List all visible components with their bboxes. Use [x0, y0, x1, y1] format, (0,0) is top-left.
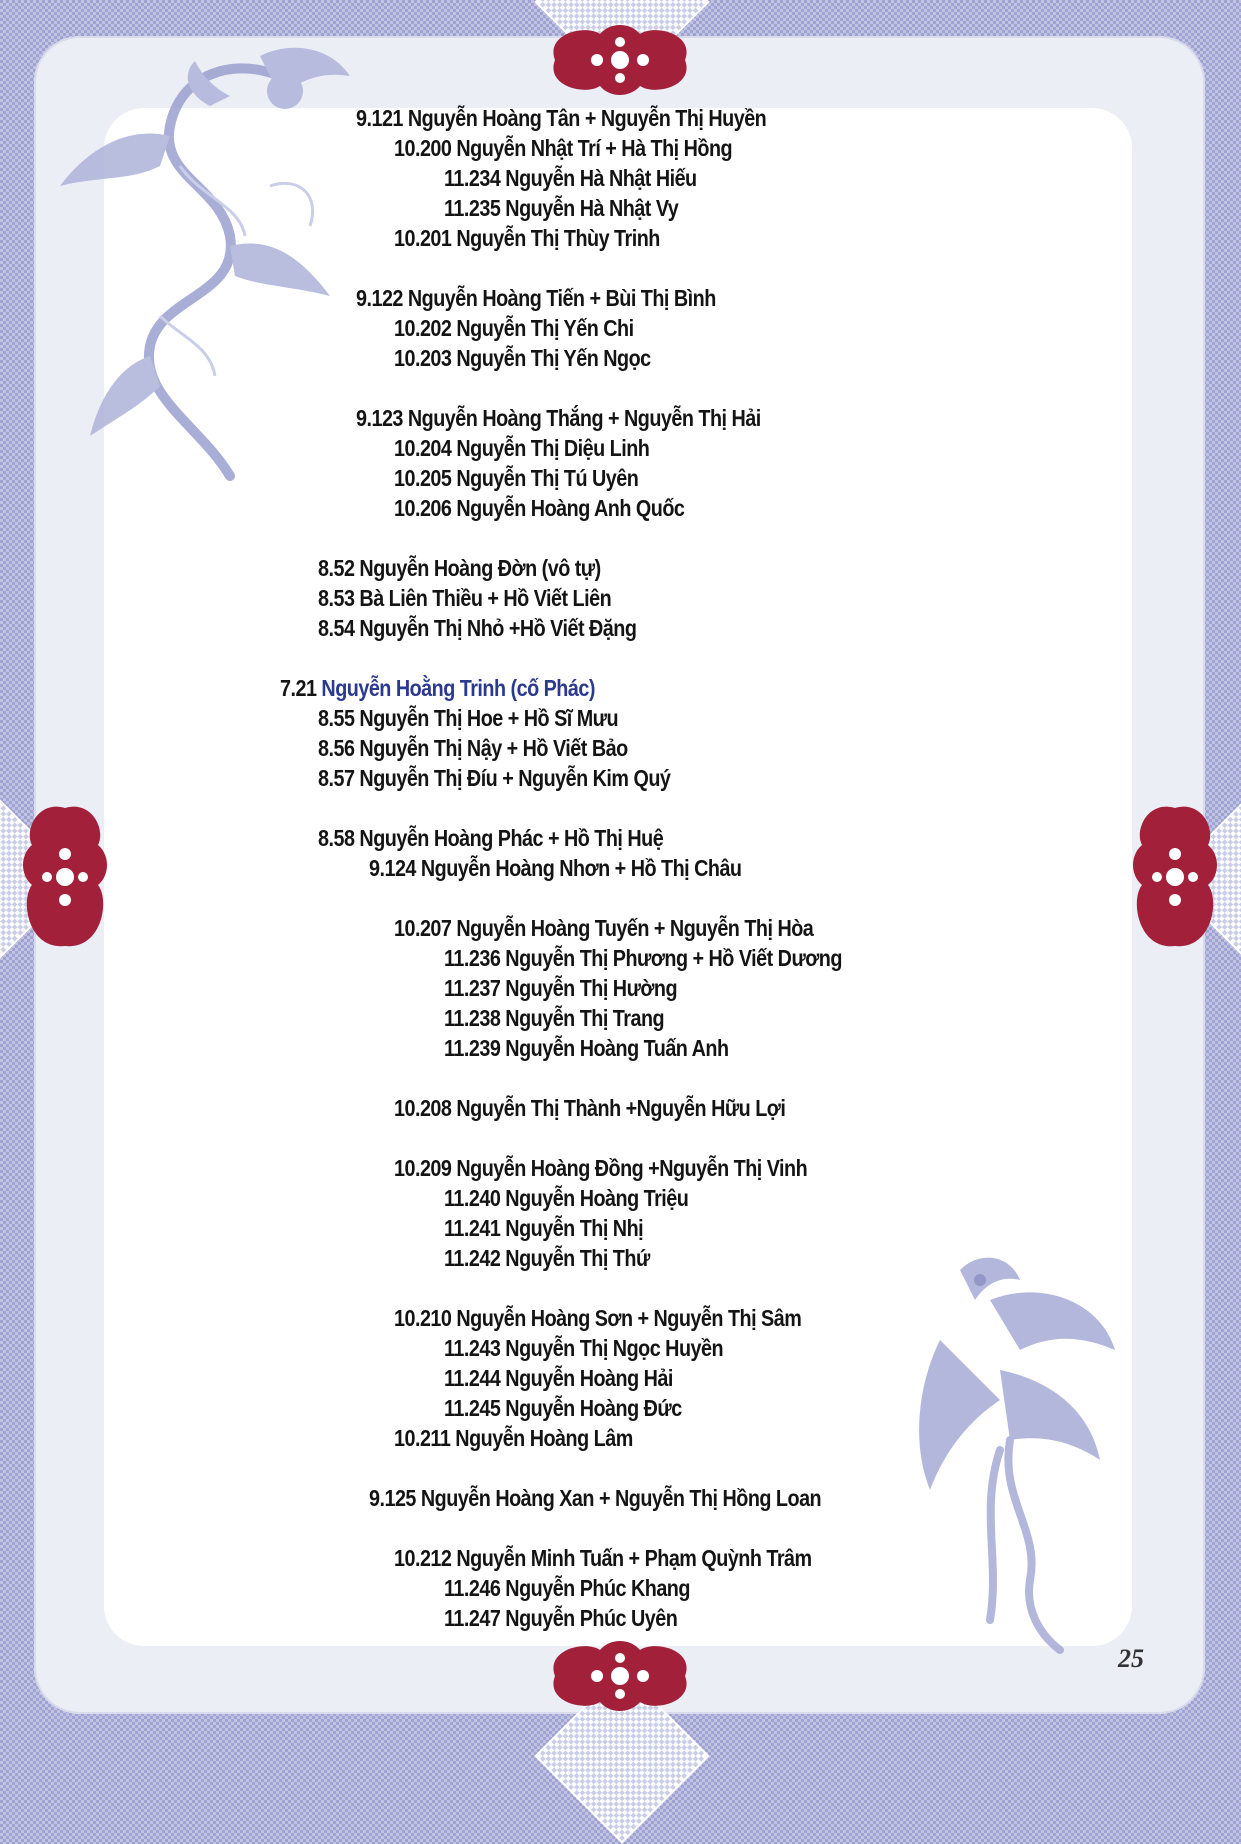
- list-item: 8.57 Nguyễn Thị Đíu + Nguyễn Kim Quý: [318, 765, 671, 791]
- list-item: 11.244 Nguyễn Hoàng Hải: [444, 1365, 673, 1391]
- bottom-medallion-icon: [545, 1640, 695, 1712]
- page-number: 25: [1118, 1644, 1144, 1673]
- list-item: 9.124 Nguyễn Hoàng Nhơn + Hồ Thị Châu: [369, 855, 742, 881]
- list-item: 11.242 Nguyễn Thị Thứ: [444, 1245, 650, 1271]
- list-item: 10.201 Nguyễn Thị Thùy Trinh: [394, 225, 660, 251]
- list-item: 10.203 Nguyễn Thị Yến Ngọc: [394, 345, 651, 371]
- list-item: 11.246 Nguyễn Phúc Khang: [444, 1575, 690, 1601]
- list-item: 10.204 Nguyễn Thị Diệu Linh: [394, 435, 650, 461]
- list-item: 10.207 Nguyễn Hoàng Tuyến + Nguyễn Thị Hòa: [394, 915, 814, 941]
- right-medallion-icon: [1132, 800, 1218, 954]
- list-item: 11.238 Nguyễn Thị Trang: [444, 1005, 665, 1031]
- top-medallion-icon: [545, 24, 695, 96]
- dragon-illustration: [30, 36, 360, 496]
- list-item: 11.236 Nguyễn Thị Phương + Hồ Viết Dương: [444, 945, 842, 971]
- list-item: 10.205 Nguyễn Thị Tú Uyên: [394, 465, 639, 491]
- list-item: 9.123 Nguyễn Hoàng Thắng + Nguyễn Thị Hải: [356, 405, 761, 431]
- list-item: 11.247 Nguyễn Phúc Uyên: [444, 1605, 678, 1631]
- list-item: 10.212 Nguyễn Minh Tuấn + Phạm Quỳnh Trâm: [394, 1545, 812, 1571]
- list-item-highlighted: 7.21 Nguyễn Hoằng Trinh (cố Phác): [280, 675, 595, 701]
- list-item: 10.208 Nguyễn Thị Thành +Nguyễn Hữu Lợi: [394, 1095, 786, 1121]
- list-item: 11.241 Nguyễn Thị Nhị: [444, 1215, 644, 1241]
- list-item: 11.245 Nguyễn Hoàng Đức: [444, 1395, 682, 1421]
- list-item: 9.125 Nguyễn Hoàng Xan + Nguyễn Thị Hồng Loan: [369, 1485, 822, 1511]
- phoenix-illustration: [900, 1240, 1130, 1660]
- list-item: 10.206 Nguyễn Hoàng Anh Quốc: [394, 495, 685, 521]
- list-item: 10.209 Nguyễn Hoàng Đồng +Nguyễn Thị Vinh: [394, 1155, 808, 1181]
- list-item: 11.240 Nguyễn Hoàng Triệu: [444, 1185, 689, 1211]
- list-item: 8.55 Nguyễn Thị Hoe + Hồ Sĩ Mưu: [318, 705, 619, 731]
- list-item: 11.234 Nguyễn Hà Nhật Hiếu: [444, 165, 697, 191]
- list-item: 10.211 Nguyễn Hoàng Lâm: [394, 1425, 633, 1451]
- list-item: 8.58 Nguyễn Hoàng Phác + Hồ Thị Huệ: [318, 825, 664, 851]
- list-item: 9.122 Nguyễn Hoàng Tiến + Bùi Thị Bình: [356, 285, 716, 311]
- list-item: 10.210 Nguyễn Hoàng Sơn + Nguyễn Thị Sâm: [394, 1305, 802, 1331]
- list-item: 8.53 Bà Liên Thiều + Hồ Viết Liên: [318, 585, 612, 611]
- left-medallion-icon: [22, 800, 108, 954]
- list-item: 8.52 Nguyễn Hoàng Đờn (vô tự): [318, 555, 601, 581]
- list-item: 10.202 Nguyễn Thị Yến Chi: [394, 315, 634, 341]
- list-item: 10.200 Nguyễn Nhật Trí + Hà Thị Hồng: [394, 135, 733, 161]
- list-item: 8.56 Nguyễn Thị Nậy + Hồ Viết Bảo: [318, 735, 628, 761]
- list-item: 8.54 Nguyễn Thị Nhỏ +Hồ Viết Đặng: [318, 615, 637, 641]
- list-item: 11.243 Nguyễn Thị Ngọc Huyền: [444, 1335, 724, 1361]
- list-item: 11.235 Nguyễn Hà Nhật Vy: [444, 195, 679, 221]
- list-item: 11.239 Nguyễn Hoàng Tuấn Anh: [444, 1035, 729, 1061]
- list-item: 11.237 Nguyễn Thị Hường: [444, 975, 678, 1001]
- list-item: 9.121 Nguyễn Hoàng Tân + Nguyễn Thị Huyền: [356, 105, 767, 131]
